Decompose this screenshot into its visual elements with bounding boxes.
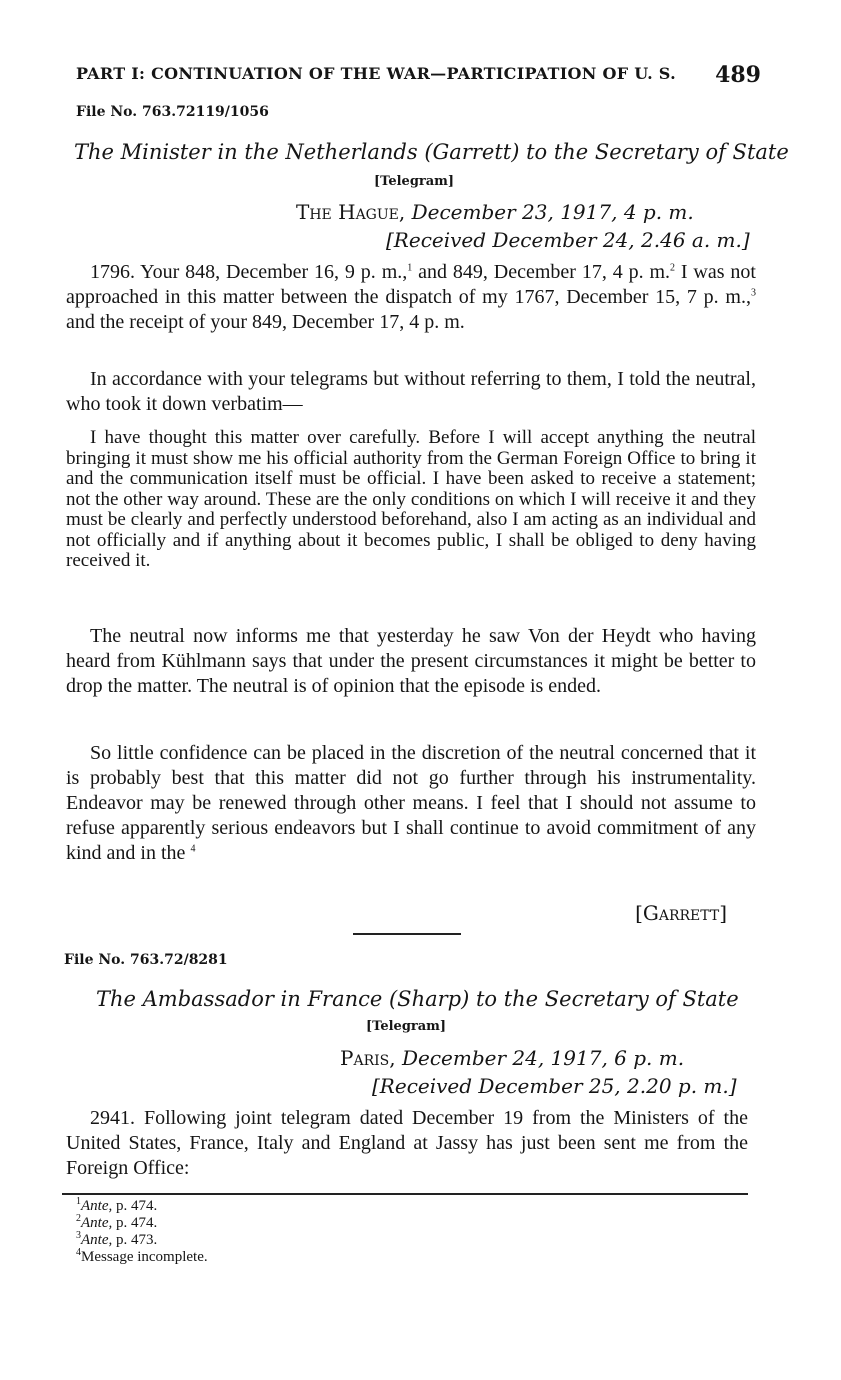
footnote-2: $^2$Ante, p. 474. — [76, 1213, 158, 1231]
paragraph-1796: 1796. Your 848, December 16, 9 p. m.,$^1$ and 849, December 17, 4 p. m.$^2$ I was not approached in this matter between the dispatch of my 1767, December 15, 7 p. m.,$^3$ and the receipt of your 849, December 17, 4 p. m. — [66, 261, 756, 333]
dateline — [296, 200, 694, 224]
telegram-label: [Telegram] — [366, 1019, 447, 1034]
footnote-ref: 2 — [670, 262, 676, 274]
file-number: File No. 763.72/8281 — [64, 952, 228, 968]
page-number: 489 — [715, 62, 761, 88]
signature-garrett: [Garrett] — [635, 901, 727, 925]
footnote-4: $^4$Message incomplete. — [76, 1247, 208, 1265]
received-line: [Received December 24, 2.46 a. m.] — [386, 228, 750, 252]
paragraph-confidence: So little confidence can be placed in the discretion of the neutral concerned that it is probably best that this matter did not go further through his instrumentality. Endeavor may be renewed through other means. I feel that I should not assume to refuse apparently serious endeavors but I shall continue to avoid commitment of any kind and in the $^4$ — [66, 742, 756, 864]
footnote-3: $^3$Ante, p. 473. — [76, 1230, 158, 1248]
running-head: PART I: CONTINUATION OF THE WAR—PARTICIPATION OF U. S. — [76, 64, 676, 83]
dateline — [340, 1046, 684, 1070]
dateline-date: December 23, 1917, 4 p. m. — [411, 200, 694, 224]
file-number: File No. 763.72119/1056 — [76, 104, 269, 120]
telegram-label: [Telegram] — [374, 174, 455, 189]
document-title: The Ambassador in France (Sharp) to the Secretary of State — [96, 987, 739, 1011]
quoted-statement: I have thought this matter over carefully. Before I will accept anything the neutral bringing it must show me his official authority from the German Foreign Office to bring it and the communication itself must be official. I have been asked to receive a statement; not the other way around. These are the only conditions on which I will receive it and they must be clearly and perfectly understood beforehand, also I am acting as an individual and not officially and if anything about it becomes public, I shall be obliged to deny having received it. — [66, 427, 756, 571]
paragraph-instructions: In accordance with your telegrams but without referring to them, I told the neutral, who took it down verbatim— — [66, 368, 756, 415]
footnote-ref: 4 — [190, 843, 196, 855]
footnote-1: $^1$Ante, p. 474. — [76, 1196, 158, 1214]
footnote-ref: 1 — [407, 262, 413, 274]
section-divider — [353, 933, 461, 935]
paragraph-neutral: The neutral now informs me that yesterday he saw Von der Heydt who having heard from Kühlmann says that under the present circumstances it might be better to drop the matter. The neutral is of opinion that the episode is ended. — [66, 625, 756, 697]
dateline-place: Paris, — [340, 1046, 396, 1070]
dateline-place: The Hague, — [296, 200, 406, 224]
footnote-ref: 3 — [751, 287, 756, 299]
dateline-date: December 24, 1917, 6 p. m. — [401, 1046, 685, 1070]
received-line: [Received December 25, 2.20 p. m.] — [372, 1074, 737, 1098]
footnote-rule — [62, 1193, 748, 1195]
footnotes — [76, 1198, 208, 1266]
paragraph-2941: 2941. Following joint telegram dated December 19 from the Ministers of the United States, France, Italy and England at Jassy has just been sent me from the Foreign Office: — [66, 1107, 748, 1179]
document-title: The Minister in the Netherlands (Garrett) to the Secretary of State — [74, 140, 789, 164]
